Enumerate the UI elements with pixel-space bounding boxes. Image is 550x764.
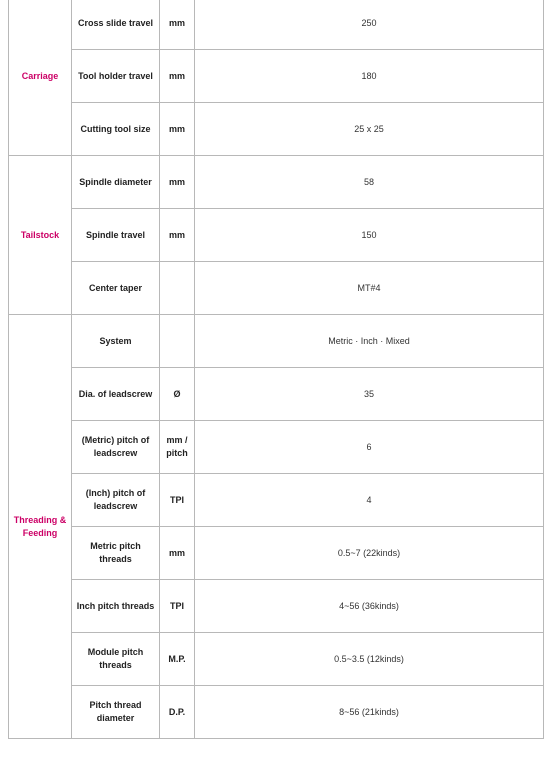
unit-label: mm xyxy=(160,156,195,209)
value-cell: Metric · Inch · Mixed xyxy=(195,315,544,368)
group-label-tailstock: Tailstock xyxy=(9,156,72,315)
table-row xyxy=(9,262,544,315)
item-label: (Inch) pitch of leadscrew xyxy=(72,474,160,527)
spec-table xyxy=(8,0,544,739)
table-row xyxy=(9,580,544,633)
value-cell: 6 xyxy=(195,421,544,474)
table-row xyxy=(9,50,544,103)
item-label: Tool holder travel xyxy=(72,50,160,103)
unit-label: TPI xyxy=(160,580,195,633)
value-cell: 180 xyxy=(195,50,544,103)
table-row xyxy=(9,209,544,262)
item-label: Cutting tool size xyxy=(72,103,160,156)
value-cell: 0.5~7 (22kinds) xyxy=(195,527,544,580)
table-row xyxy=(9,0,544,50)
item-label: (Metric) pitch of leadscrew xyxy=(72,421,160,474)
unit-label xyxy=(160,315,195,368)
value-cell: 25 x 25 xyxy=(195,103,544,156)
item-label: Metric pitch threads xyxy=(72,527,160,580)
value-cell: 35 xyxy=(195,368,544,421)
unit-label xyxy=(160,262,195,315)
unit-label: mm xyxy=(160,50,195,103)
value-cell: 4~56 (36kinds) xyxy=(195,580,544,633)
unit-label: mm xyxy=(160,209,195,262)
unit-label: mm xyxy=(160,527,195,580)
item-label: Dia. of leadscrew xyxy=(72,368,160,421)
value-cell: 4 xyxy=(195,474,544,527)
table-row xyxy=(9,156,544,209)
unit-label: D.P. xyxy=(160,686,195,739)
item-label: System xyxy=(72,315,160,368)
value-cell: MT#4 xyxy=(195,262,544,315)
item-label: Cross slide travel xyxy=(72,0,160,50)
value-cell: 150 xyxy=(195,209,544,262)
table-row xyxy=(9,474,544,527)
unit-label: mm xyxy=(160,103,195,156)
table-row xyxy=(9,527,544,580)
group-label-carriage: Carriage xyxy=(9,0,72,156)
table-row xyxy=(9,368,544,421)
item-label: Spindle travel xyxy=(72,209,160,262)
unit-label: TPI xyxy=(160,474,195,527)
value-cell: 58 xyxy=(195,156,544,209)
item-label: Center taper xyxy=(72,262,160,315)
table-row xyxy=(9,103,544,156)
table-row xyxy=(9,686,544,739)
table-row xyxy=(9,633,544,686)
value-cell: 0.5~3.5 (12kinds) xyxy=(195,633,544,686)
item-label: Pitch thread diameter xyxy=(72,686,160,739)
item-label: Inch pitch threads xyxy=(72,580,160,633)
unit-label: Ø xyxy=(160,368,195,421)
value-cell: 8~56 (21kinds) xyxy=(195,686,544,739)
unit-label: mm xyxy=(160,0,195,50)
group-label-threading-feeding: Threading & Feeding xyxy=(9,315,72,739)
item-label: Spindle diameter xyxy=(72,156,160,209)
unit-label: M.P. xyxy=(160,633,195,686)
value-cell: 250 xyxy=(195,0,544,50)
unit-label: mm / pitch xyxy=(160,421,195,474)
table-row xyxy=(9,315,544,368)
item-label: Module pitch threads xyxy=(72,633,160,686)
table-row xyxy=(9,421,544,474)
